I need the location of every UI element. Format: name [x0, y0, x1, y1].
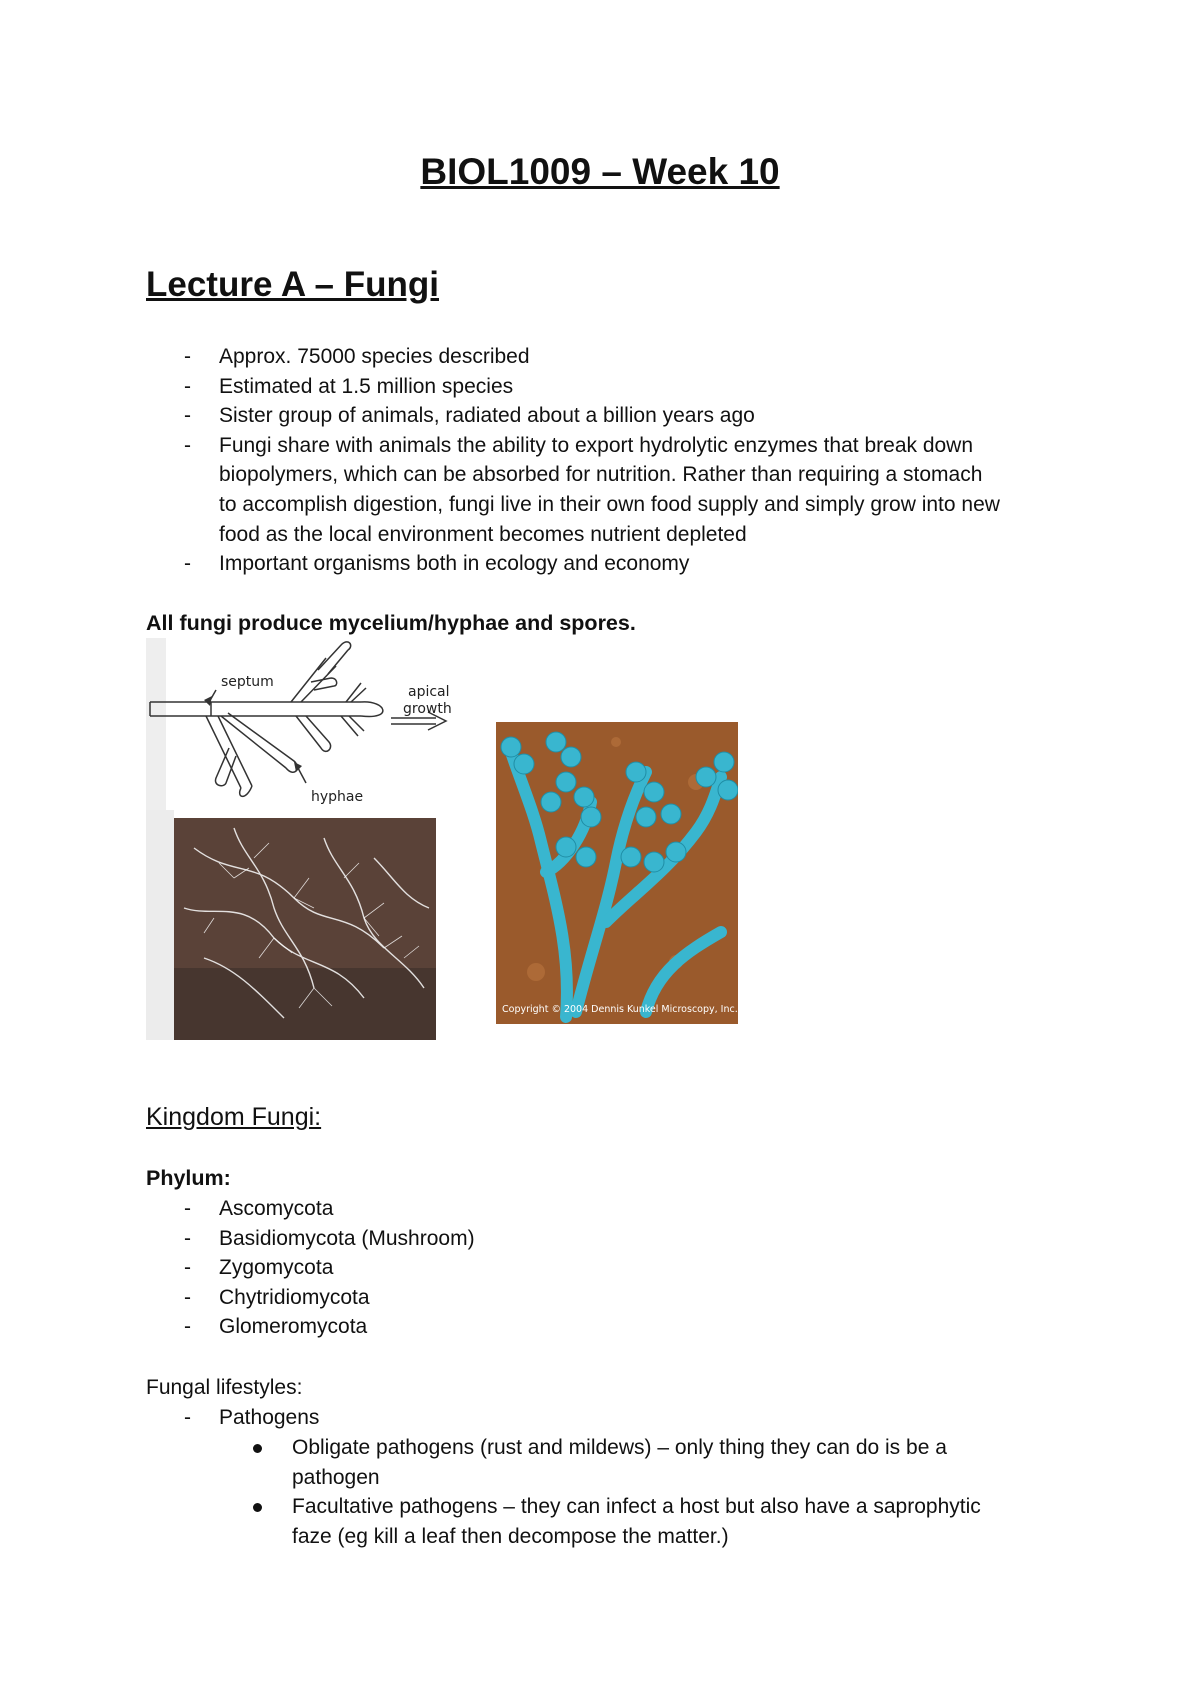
label-hyphae: hyphae [311, 789, 364, 805]
spore [621, 847, 641, 867]
list-item-continuation [146, 520, 1000, 550]
texture-dot [527, 963, 545, 981]
dash-marker: - [184, 1285, 191, 1309]
spore [644, 852, 664, 872]
list-item [146, 1283, 475, 1313]
spore [644, 782, 664, 802]
list-item [146, 1403, 319, 1433]
lifestyle-name: Pathogens [219, 1406, 320, 1429]
kingdom-heading: Kingdom Fungi: [146, 1103, 322, 1131]
apical-tip [361, 702, 383, 717]
phylum-name: Chytridiomycota [219, 1285, 370, 1309]
spore [574, 787, 594, 807]
pathogen-text: Obligate pathogens (rust and mildews) – only thing they can do is be a [292, 1436, 947, 1459]
phylum-list [146, 1194, 475, 1342]
intro-bullet-list [146, 342, 1000, 579]
list-item [146, 342, 1000, 372]
bullet-text: to accomplish digestion, fungi live in their own food supply and simply grow into new [219, 492, 1000, 516]
label-growth: growth [403, 701, 452, 717]
branch-upper-tip [318, 642, 351, 674]
label-apical: apical [408, 684, 450, 700]
phylum-name: Ascomycota [219, 1197, 334, 1220]
list-item [146, 1253, 475, 1283]
lifestyle-list [146, 1403, 319, 1433]
bullet-text: biopolymers, which can be absorbed for nutrition. Rather than requiring a stomach [219, 463, 983, 487]
list-item [146, 1312, 475, 1342]
label-septum: septum [221, 674, 274, 690]
spore [626, 762, 646, 782]
photo-shadow [174, 968, 436, 1040]
spore [501, 737, 521, 757]
phylum-name: Glomeromycota [219, 1315, 368, 1339]
spore [576, 847, 596, 867]
spore [546, 732, 566, 752]
list-item-continuation [146, 460, 1000, 490]
pathogen-text: faze (eg kill a leaf then decompose the matter.) [292, 1524, 729, 1548]
pathogen-type-list [146, 1433, 981, 1551]
diagram-margin-shade [146, 638, 166, 813]
pathogen-text: pathogen [292, 1465, 380, 1489]
phylum-name: Basidiomycota (Mushroom) [219, 1226, 475, 1250]
list-item-continuation [146, 1463, 981, 1493]
lifestyles-heading: Fungal lifestyles: [146, 1376, 303, 1399]
list-item [146, 1492, 981, 1522]
spore [556, 772, 576, 792]
mycelium-statement: All fungi produce mycelium/hyphae and spores. [146, 611, 636, 635]
dash-marker: - [184, 374, 191, 398]
spore [661, 804, 681, 824]
main-hypha [150, 702, 361, 716]
spore [581, 807, 601, 827]
dash-marker: - [184, 1315, 191, 1339]
list-item [146, 431, 1000, 461]
page-title: BIOL1009 – Week 10 [420, 151, 780, 192]
spore [541, 792, 561, 812]
list-item [146, 1433, 981, 1463]
list-item [146, 372, 1000, 402]
spore [714, 752, 734, 772]
branch-upper [291, 658, 336, 702]
texture-dot [611, 737, 621, 747]
dash-marker: - [184, 1226, 191, 1250]
phylum-name: Zygomycota [219, 1256, 334, 1280]
figure-margin-strip [146, 810, 174, 1040]
spore [696, 767, 716, 787]
pathogen-text: Facultative pathogens – they can infect a host but also have a saprophytic [292, 1495, 981, 1519]
list-item [146, 549, 1000, 579]
spore [636, 807, 656, 827]
branch-right-down [341, 716, 364, 736]
dash-marker: - [184, 1256, 191, 1280]
hyphae-diagram [146, 638, 476, 813]
hyphae-branches [150, 642, 446, 797]
hyphae-arrowhead [294, 762, 302, 772]
list-item-continuation [146, 490, 1000, 520]
mycelium-photo [174, 818, 436, 1040]
spore [718, 780, 738, 800]
dash-marker: - [184, 1406, 191, 1429]
dash-marker: - [184, 433, 191, 457]
branch-low-right [296, 716, 331, 751]
lecture-heading: Lecture A – Fungi [146, 265, 439, 304]
branch-lower-side [215, 748, 236, 786]
branch-right-up [346, 683, 366, 702]
phylum-heading: Phylum: [146, 1166, 231, 1190]
dash-marker: - [184, 345, 191, 368]
list-item [146, 401, 1000, 431]
spore [561, 747, 581, 767]
spore [666, 842, 686, 862]
hyphae-pointer [298, 768, 306, 783]
list-item [146, 1194, 475, 1224]
bullet-text: food as the local environment becomes nutrient depleted [219, 522, 747, 546]
bullet-dot [253, 1444, 262, 1453]
spores-micrograph [496, 722, 738, 1024]
dash-marker: - [184, 1197, 191, 1220]
micrograph-copyright: Copyright © 2004 Dennis Kunkel Microscopy, Inc. [502, 1004, 738, 1015]
bullet-text: Fungi share with animals the ability to export hydrolytic enzymes that break down [219, 433, 974, 457]
spore [514, 754, 534, 774]
spore [556, 837, 576, 857]
bullet-text: Sister group of animals, radiated about a billion years ago [219, 404, 755, 428]
bullet-text: Important organisms both in ecology and economy [219, 552, 690, 576]
dash-marker: - [184, 552, 191, 576]
bullet-text: Estimated at 1.5 million species [219, 374, 514, 398]
list-item-continuation [146, 1522, 981, 1552]
bullet-text: Approx. 75000 species described [219, 345, 530, 368]
list-item [146, 1224, 475, 1254]
branch-lower [206, 716, 252, 788]
branch-mid [221, 713, 297, 772]
dash-marker: - [184, 404, 191, 428]
